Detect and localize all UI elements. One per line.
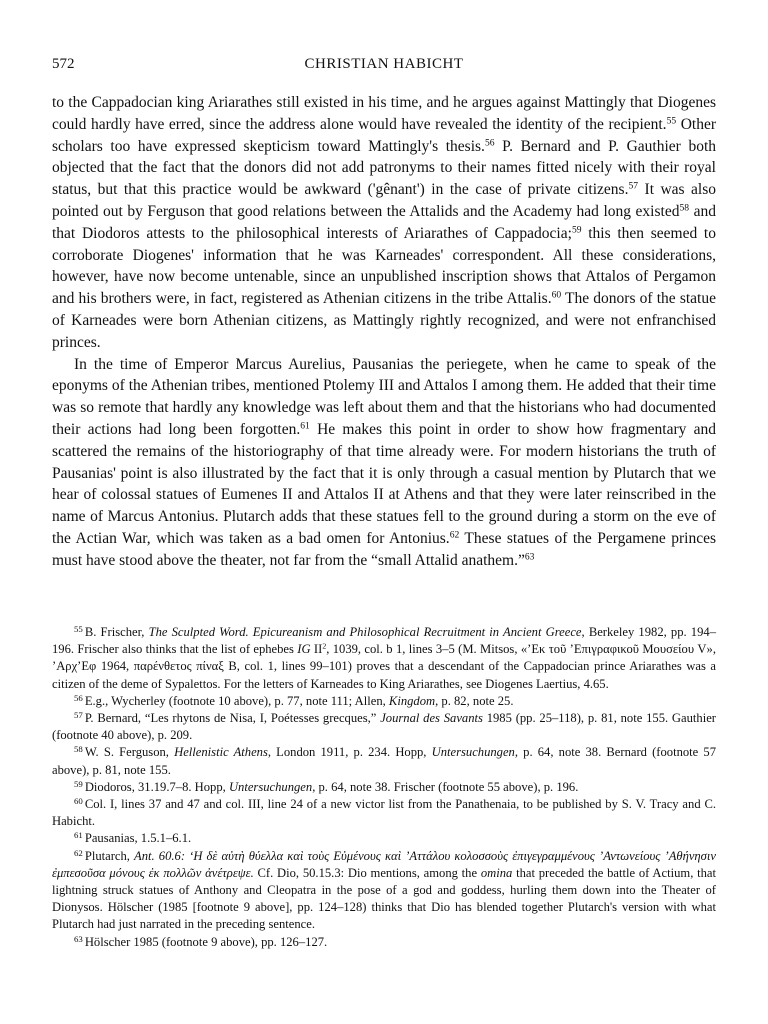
footnote-ref-59[interactable]: 59 bbox=[571, 224, 582, 236]
text-run: 1985 (pp. 25–118), p. 81, note 155. Gauthier (footnote 40 above), p. 209. bbox=[52, 711, 716, 743]
latin-term: omina bbox=[480, 865, 513, 880]
text-run: P. Bernard and P. Gauthier both objected that the fact that the donors did not add patronyms to their names fitted nicely with their royal status, but that this practice would be awkward ('gênant') in the case of private citizens. bbox=[52, 137, 716, 199]
footnote-number: 56 bbox=[74, 692, 83, 703]
book-title: Untersuchungen bbox=[431, 745, 515, 760]
text-run: Pausanias, 1.5.1–6.1. bbox=[84, 831, 192, 846]
page-number: 572 bbox=[52, 56, 75, 72]
book-title: The Sculpted Word. Epicureanism and Philosophical Recruitment in Ancient Greece bbox=[148, 625, 582, 639]
text-run: These statues of the Pergamene princes must have stood above the theater, not far from the “small Attalid anathem.” bbox=[52, 529, 716, 569]
book-title: Untersuchungen bbox=[228, 779, 313, 794]
text-run: and that Diodoros attests to the philosophical interests of Ariarathes of Cappadocia; bbox=[52, 202, 716, 242]
text-run: Cf. Dio, 50.15.3: Dio mentions, among the bbox=[253, 865, 481, 880]
footnote-61 bbox=[52, 830, 716, 847]
text-run: , p. 82, note 25. bbox=[435, 693, 514, 708]
footnote-56 bbox=[52, 693, 716, 710]
footnote-57 bbox=[52, 710, 716, 744]
body-text bbox=[52, 92, 716, 572]
footnotes bbox=[52, 624, 716, 951]
footnote-number: 57 bbox=[74, 710, 83, 721]
footnote-number: 55 bbox=[74, 624, 83, 635]
text-run: this then seemed to corroborate Diogenes' information that he was Karneades' correspondent. All these considerations, however, have now become untenable, since an unpublished inscription shows that Attalos of Pergamon and his brothers were, in fact, registered as Athenian citizens in the tribe Attalis. bbox=[52, 224, 716, 308]
footnote-ref-60[interactable]: 60 bbox=[551, 289, 562, 301]
footnote-ref-56[interactable]: 56 bbox=[484, 137, 495, 149]
text-run: He makes this point in order to show how fragmentary and scattered the remains of the historiography of that time already were. For modern historians the truth of Pausanias' point is also illustrated by the fact that it is only through a casual mention by Plutarch that we hear of colossal statues of Eumenes II and Attalos II at Athens and that they were later reinscribed in the name of Marcus Antonius. Plutarch adds that these statues fell to the ground during a storm on the eve of the Actian War, which was taken as a bad omen for Antonius. bbox=[52, 420, 716, 547]
running-head: CHRISTIAN HABICHT bbox=[304, 56, 464, 72]
footnote-60 bbox=[52, 796, 716, 830]
footnote-ref-62[interactable]: 62 bbox=[449, 529, 460, 541]
footnote-63 bbox=[52, 934, 716, 951]
footnote-ref-61[interactable]: 61 bbox=[300, 420, 310, 432]
edition-superscript: 2 bbox=[322, 641, 327, 651]
footnote-ref-55[interactable]: 55 bbox=[666, 115, 677, 127]
text-run: Plutarch, bbox=[84, 848, 135, 863]
text-run: B. Frischer, bbox=[84, 625, 149, 639]
text-run: Col. I, lines 37 and 47 and col. III, line 24 of a new victor list from the Panathenaia, to be published by S. V. Tracy and C. Habicht. bbox=[52, 797, 716, 829]
text-run: to the Cappadocian king Ariarathes still existed in his time, and he argues against Mattingly that Diogenes could hardly have erred, since the address alone would have revealed the identity of the recipient. bbox=[52, 94, 716, 133]
text-run: , 1039, col. b 1, lines 3–5 (M. Mitsos, «’Εκ τοῦ ’Επιγραφικοῦ Μουσείου V», ’Αρχ’Εφ 1964, παρένθετος πίναξ B, col. 1, lines 99–101) proves that a descendant of the Cappadocian prince Ariarathes was a citizen of the deme of Sypalettos. For the letters of Karneades to King Ariarathes, see Diogenes Laertius, 4.65. bbox=[52, 642, 716, 691]
footnote-ref-57[interactable]: 57 bbox=[628, 180, 639, 192]
text-run: , London 1911, p. 234. Hopp, bbox=[267, 745, 432, 760]
footnote-55 bbox=[52, 624, 716, 693]
footnote-number: 61 bbox=[74, 830, 83, 841]
text-run: II bbox=[310, 642, 323, 657]
text-run: In the time of Emperor Marcus Aurelius, Pausanias the periegete, when he came to speak of the eponyms of the Athenian tribes, mentioned Ptolemy III and Attalos I among them. He added that their time was so remote that hardly any knowledge was left about them and that the historians who had documented their actions had long been forgotten. bbox=[52, 355, 716, 438]
text-run: P. Bernard, “Les rhytons de Nisa, I, Poétesses grecques,” bbox=[84, 711, 381, 726]
book-title: Hellenistic Athens bbox=[174, 745, 268, 760]
work-abbrev: Ant. bbox=[134, 848, 155, 863]
paragraph-2 bbox=[52, 354, 716, 572]
footnote-62 bbox=[52, 848, 716, 934]
text-run: Other scholars too have expressed skepticism toward Mattingly's thesis. bbox=[52, 115, 716, 155]
text-run: The donors of the statue of Karneades were born Athenian citizens, as Mattingly rightly recognized, and were not enfranchised princes. bbox=[52, 290, 716, 351]
paragraph-1 bbox=[52, 92, 716, 354]
footnote-59 bbox=[52, 779, 716, 796]
text-run: Diodoros, 31.19.7–8. Hopp, bbox=[84, 779, 229, 794]
footnote-58 bbox=[52, 744, 716, 778]
footnote-ref-63[interactable]: 63 bbox=[524, 551, 535, 563]
greek-quotation: 60.6: ‘Η δὲ αὐτὴ θύελλα καὶ τοὺς Εὐμένους καὶ ’Αττάλου κολοσσοὺς ἐπιγεγραμμένους ’Αντωνείους ’Αθήνησιν ἐμπεσοῦσα μόνους ἐκ πολλῶν ἀνέτρεψε. bbox=[52, 848, 716, 880]
journal-title: Journal des Savants bbox=[380, 711, 483, 726]
text-run: E.g., Wycherley (footnote 10 above), p. 77, note 111; Allen, bbox=[84, 693, 389, 708]
text-run: , p. 64, note 38. Frischer (footnote 55 above), p. 196. bbox=[312, 779, 579, 794]
text-run: W. S. Ferguson, bbox=[84, 745, 175, 760]
footnote-number: 63 bbox=[74, 933, 83, 944]
text-run: , Berkeley 1982, pp. 194–196. Frischer also thinks that the list of ephebes bbox=[52, 625, 716, 657]
footnote-number: 60 bbox=[74, 796, 83, 807]
corpus-abbrev: IG bbox=[297, 642, 311, 657]
text-run: that preceded the battle of Actium, that lightning struck statues of Anthony and Cleopatra in the pose of a god and goddess, hurling them down into the Theater of Dionysos. Hölscher (1985 [footnote 9 above], pp. 124–128) thinks that Dio has blended together Plutarch's version with what Plutarch had just narrated in the preceding sentence. bbox=[52, 865, 716, 932]
footnote-number: 59 bbox=[74, 778, 83, 789]
page-header bbox=[52, 56, 716, 78]
footnote-number: 58 bbox=[74, 744, 83, 755]
text-run: It was also pointed out by Ferguson that good relations between the Attalids and the Academy had long existed bbox=[52, 181, 717, 220]
footnote-ref-58[interactable]: 58 bbox=[679, 202, 690, 214]
text-run: , p. 64, note 38. Bernard (footnote 57 above), p. 81, note 155. bbox=[52, 745, 717, 777]
book-title: Kingdom bbox=[388, 693, 436, 708]
footnote-number: 62 bbox=[74, 847, 83, 858]
text-run: Hölscher 1985 (footnote 9 above), pp. 126–127. bbox=[84, 934, 328, 949]
